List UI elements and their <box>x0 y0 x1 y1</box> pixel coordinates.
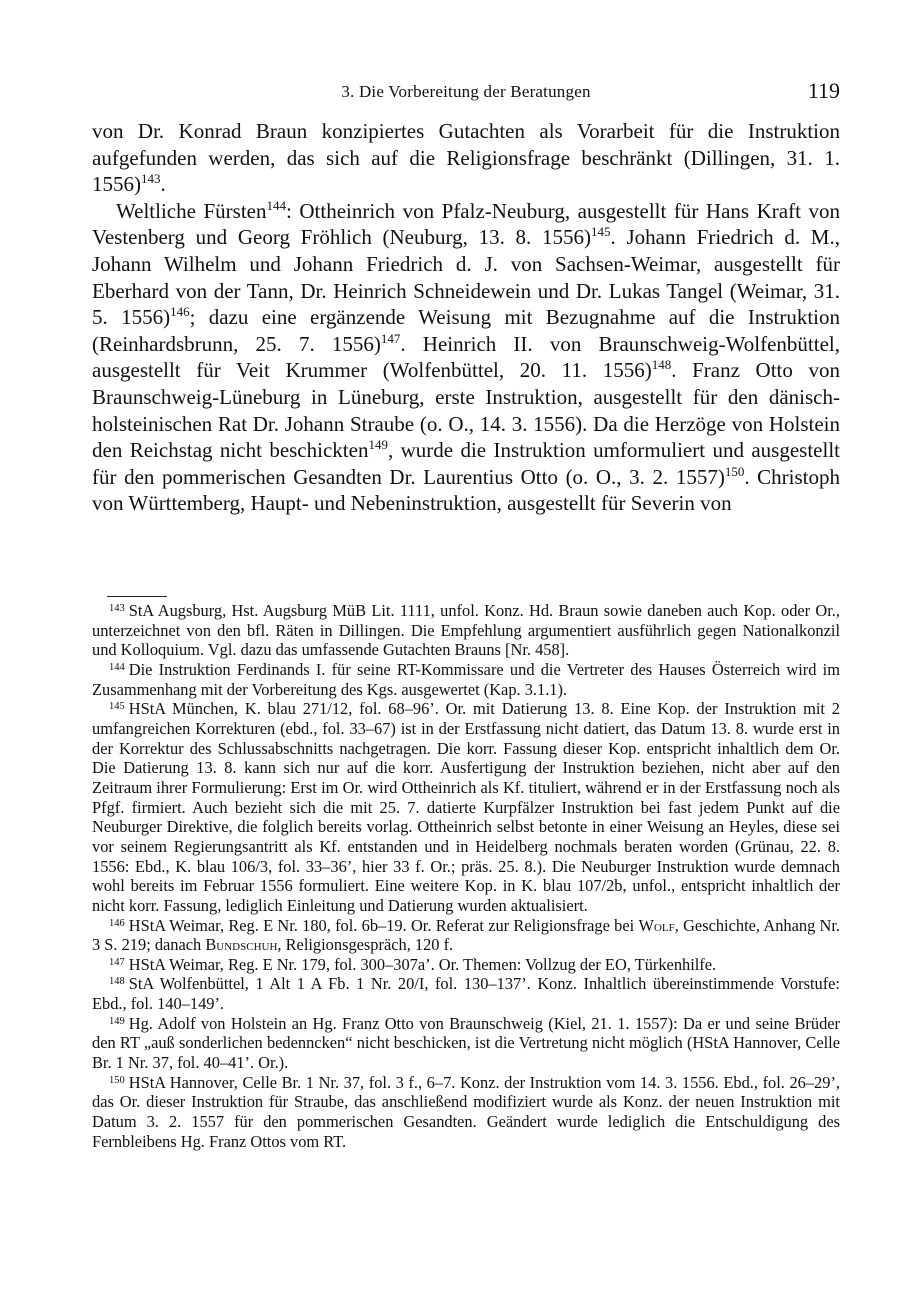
paragraph-continued: von Dr. Konrad Braun konzipiertes Gutachten als Vorarbeit für die Instruktion aufgefunden werden, das sich auf die Religionsfrage beschränkt (Dillingen, 31. 1. 1556)$^{143}$. <box>92 119 840 197</box>
running-head <box>92 78 840 108</box>
footnote-text: StA Augsburg, Hst. Augsburg MüB Lit. 1111, unfol. Konz. Hd. Braun sowie daneben auch Kop. oder Or., unterzeichnet von den bfl. Räten in Dillingen. Die Empfehlung argumentiert ausführlich gegen Nationalkonzil und Kolloquium. Vgl. dazu das umfassende Gutachten Brauns [Nr. 458]. <box>92 601 840 660</box>
footnote-number: 146 <box>109 917 125 929</box>
main-text <box>92 118 840 517</box>
running-title: 3. Die Vorbereitung der Beratungen <box>341 82 591 101</box>
page-number: 119 <box>807 78 840 103</box>
footnote-143 <box>92 601 840 660</box>
footnote-145 <box>92 699 840 915</box>
paragraph-secular-princes: Weltliche Fürsten$^{144}$: Ottheinrich von Pfalz-Neuburg, ausgestellt für Hans Kraft von Vestenberg und Georg Fröhlich (Neuburg, 13. 8. 1556)$^{145}$. Johann Friedrich d. M., Johann Wilhelm und Johann Friedrich d. J. von Sachsen-Weimar, ausgestellt für Eberhard von der Tann, Dr. Heinrich Schneidewein und Dr. Lukas Tangel (Weimar, 31. 5. 1556)$^{146}$; dazu eine ergänzende Weisung mit Bezugnahme auf die Instruktion (Reinhardsbrunn, 25. 7. 1556)$^{147}$. Heinrich II. von Braunschweig-Wolfenbüttel, ausgestellt für Veit Krummer (Wolfenbüttel, 20. 11. 1556)$^{148}$. Franz Otto von Braunschweig-Lüneburg in Lüneburg, erste Instruktion, ausgestellt für den dänisch-holsteinischen Rat Dr. Johann Straube (o. O., 14. 3. 1556). Da die Herzöge von Holstein den Reichstag nicht beschickten$^{149}$, wurde die Instruktion umformuliert und ausgestellt für den pommerischen Gesandten Dr. Laurentius Otto (o. O., 3. 2. 1557)$^{150}$. Christoph von Württemberg, Haupt- und Nebeninstruktion, ausgestellt für Severin von <box>92 197 841 516</box>
footnote-149 <box>92 1014 840 1073</box>
footnote-146: $^{146}$ HStA Weimar, Reg. E Nr. 180, fol. 6b–19. Or. Referat zur Religionsfrage bei Wolf, Geschichte, Anhang Nr. 3 S. 219; danach Bundschuh, Religionsgespräch, 120 f. <box>92 915 841 955</box>
footnote-number: 145 <box>109 701 125 713</box>
footnote-text: StA Wolfenbüttel, 1 Alt 1 A Fb. 1 Nr. 20/I, fol. 130–137’. Konz. Inhaltlich übereinstimmende Vorstufe: Ebd., fol. 140–149’. <box>92 974 840 1014</box>
footnotes <box>92 601 840 1151</box>
footnote-number: 147 <box>109 956 125 968</box>
footnote-reference[interactable]: 143 <box>141 171 161 187</box>
footnote-reference[interactable]: 149 <box>368 437 388 453</box>
footnote-text: HStA Weimar, Reg. E Nr. 179, fol. 300–307a’. Or. Themen: Vollzug der EO, Türkenhilfe. <box>128 954 717 974</box>
footnote-147 <box>92 955 840 975</box>
author-name: Wolf <box>638 915 675 935</box>
author-name: Bundschuh <box>205 935 278 955</box>
footnote-separator <box>107 596 167 597</box>
footnote-text: HStA Hannover, Celle Br. 1 Nr. 37, fol. 3 f., 6–7. Konz. der Instruktion vom 14. 3. 1556. Ebd., fol. 26–29’, das Or. dieser Instruktion für Straube, das anschließend modifiziert wurde als Konz. der neuen Instruktion mit Datum 3. 2. 1557 für den pommerischen Gesandten. Geändert wurde lediglich die Entschuldigung des Fernbleibens Hg. Franz Ottos vom RT. <box>92 1072 840 1151</box>
footnote-number: 149 <box>109 1015 125 1027</box>
footnote-number: 143 <box>109 603 125 614</box>
footnote-reference[interactable]: 145 <box>591 224 611 240</box>
paragraph-text: von Dr. Konrad Braun konzipiertes Gutachten als Vorarbeit für die Instruktion aufgefunden werden, das sich auf die Religionsfrage beschränkt (Dillingen, 31. 1. 1556) <box>92 119 840 197</box>
footnote-number: 148 <box>109 976 125 988</box>
footnote-text: HStA München, K. blau 271/12, fol. 68–96’. Or. mit Datierung 13. 8. Eine Kop. der Instruktion mit 2 umfangreichen Korrekturen (ebd., fol. 33–67) ist in der Erstfassung nicht datiert, das Datum 13. 8. wurde erst in der Korrektur des Schlussabschnitts nachgetragen. Die korr. Fassung dieser Kop. entspricht inhaltlich dem Or. Die Datierung 13. 8. kann sich nur auf die korr. Ausfertigung der Instruktion beziehen, nicht aber auf den Zeitraum ihrer Formulierung: Erst im Or. wird Ottheinrich als Kf. tituliert, während er in der Erstfassung noch als Pfgf. firmiert. Auch bezieht sich die mit 25. 7. datierte Kurpfälzer Instruktion bei fast jedem Punkt auf die Neuburger Direktive, die folglich bereits vorlag. Ottheinrich selbst betonte in einer Weisung an Heyles, diese sei vor seinem Regierungsantritt als Kf. entstanden und in Heidelberg nochmals beraten worden (Grünau, 22. 8. 1556: Ebd., K. blau 106/3, fol. 33–36’, hier 33 f. Or.; präs. 25. 8.). Die Neuburger Instruktion wurde demnach wohl bereits im Februar 1556 formuliert. Eine weitere Kop. in K. blau 107/2b, unfol., entspricht inhaltlich der nicht korr. Fassung, lediglich Einleitung und Datierung wurden aktualisiert. <box>92 699 840 915</box>
footnote-148 <box>92 974 840 1013</box>
footnote-number: 150 <box>109 1074 125 1086</box>
footnote-150 <box>92 1073 840 1152</box>
footnote-text: Die Instruktion Ferdinands I. für seine RT-Kommissare und die Vertreter des Hauses Österreich wird im Zusammenhang mit der Vorbereitung des Kgs. ausgewertet (Kap. 3.1.1). <box>92 659 840 699</box>
footnote-reference[interactable]: 144 <box>266 197 286 213</box>
footnote-reference[interactable]: 150 <box>724 463 745 479</box>
footnote-reference[interactable]: 147 <box>380 330 401 346</box>
footnote-144 <box>92 660 840 699</box>
footnote-reference[interactable]: 148 <box>651 357 672 373</box>
footnote-reference[interactable]: 146 <box>170 304 190 320</box>
footnote-text: Hg. Adolf von Holstein an Hg. Franz Otto von Braunschweig (Kiel, 21. 1. 1557): Da er und seine Brüder den RT „auß sonderlichen bedenncken“ nicht beschicken, ist die Vertretung nicht möglich (HStA Hannover, Celle Br. 1 Nr. 37, fol. 40–41’. Or.). <box>92 1013 840 1073</box>
footnote-number: 144 <box>109 661 125 673</box>
